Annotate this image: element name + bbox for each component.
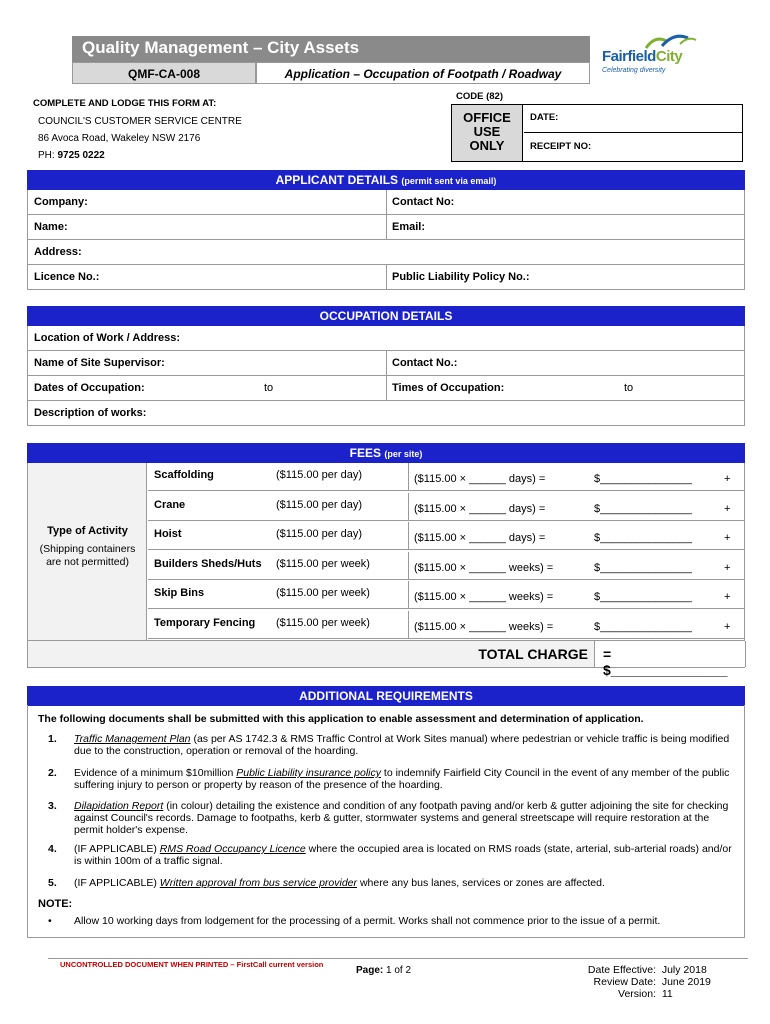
email-field[interactable]: Email: — [392, 221, 426, 233]
fee-plus: + — [724, 473, 731, 485]
requirement-description: where the occupied area is located on RMS roads (state, arterial, sub-arterial roads) and/or is within 100m of a traffic signal. — [74, 843, 732, 867]
office-label-1: OFFICE — [463, 110, 511, 125]
fee-row — [148, 522, 744, 550]
office-code: CODE (82) — [456, 91, 503, 102]
total-charge-row — [27, 641, 745, 678]
fee-row — [148, 611, 744, 639]
page-number — [356, 965, 411, 976]
description-field[interactable]: Description of works: — [34, 407, 147, 419]
page-title: Quality Management – City Assets — [72, 36, 590, 62]
requirement-text — [74, 877, 740, 889]
type-of-activity-note — [28, 543, 147, 569]
requirement-description: (in colour) detailing the existence and condition of any footpath paving and/or kerb & gutter adjoining the site for checking against Council's records. Damage to footpaths, kerb & gutter, stormwater systems and general streetscape will require restoration at the permit holder's expense. — [74, 800, 729, 836]
requirement-number: 3. — [48, 800, 57, 812]
times-to-label: to — [624, 382, 634, 394]
lodge-line-2: 86 Avoca Road, Wakeley NSW 2176 — [38, 133, 201, 144]
name-field[interactable]: Name: — [34, 221, 68, 233]
fee-calc-field[interactable]: ($115.00 × ______ days) = — [414, 502, 546, 515]
requirement-document-name: Dilapidation Report — [74, 800, 164, 812]
fee-column-divider — [408, 493, 409, 520]
requirement-prefix: (IF APPLICABLE) — [74, 843, 160, 855]
lodge-line-1: COUNCIL'S CUSTOMER SERVICE CENTRE — [38, 116, 242, 127]
logo-name: Fairfield — [602, 48, 656, 65]
office-date-field[interactable]: DATE: — [524, 105, 742, 133]
note-text: Allow 10 working days from lodgement for the processing of a permit. Works shall not commence prior to the issue of a permit. — [74, 915, 661, 927]
requirement-number: 5. — [48, 877, 57, 889]
fee-activity-name: Hoist — [154, 528, 182, 540]
review-value: June 2019 — [661, 976, 711, 988]
fee-row — [148, 552, 744, 580]
occupation-section-header: OCCUPATION DETAILS — [27, 306, 745, 326]
licence-field[interactable]: Licence No.: — [34, 271, 100, 283]
version-value: 11 — [661, 988, 673, 1000]
requirement-text — [74, 800, 740, 836]
effective-value: July 2018 — [661, 964, 707, 976]
fee-column-divider — [408, 581, 409, 608]
fee-activity-name: Skip Bins — [154, 587, 205, 599]
requirements-box — [27, 705, 745, 938]
applicant-row-licence — [27, 265, 745, 290]
fee-plus: + — [724, 502, 731, 515]
fee-column-divider — [408, 552, 409, 579]
note-bullet: • — [48, 915, 52, 927]
document-meta — [570, 964, 711, 1000]
effective-label: Date Effective: — [587, 964, 656, 976]
location-field[interactable]: Location of Work / Address: — [34, 332, 181, 344]
office-use-label — [452, 105, 523, 161]
office-label-2: USE — [473, 124, 501, 139]
fees-table — [27, 463, 745, 641]
form-code: QMF-CA-008 — [72, 62, 256, 84]
supervisor-field[interactable]: Name of Site Supervisor: — [34, 357, 165, 369]
fee-amount-field[interactable]: $_______________ — [594, 502, 692, 515]
fee-plus: + — [724, 532, 731, 544]
times-field[interactable]: Times of Occupation: — [392, 382, 505, 394]
version-label: Version: — [618, 988, 656, 1000]
requirement-prefix: (IF APPLICABLE) — [74, 877, 160, 889]
occupation-row-dates — [27, 376, 745, 401]
requirement-prefix: Evidence of a minimum $10million — [74, 767, 237, 779]
occupation-row-description — [27, 401, 745, 426]
fee-rate: ($115.00 per week) — [276, 557, 370, 570]
requirement-description: (as per AS 1742.3 & RMS Traffic Control at Work Sites manual) where pedestrian or vehicle traffic is being modified due to the construction, operation or removal of the hoarding. — [74, 733, 730, 757]
requirement-number: 1. — [48, 733, 57, 745]
occupation-row-supervisor — [27, 351, 745, 376]
fee-rate: ($115.00 per day) — [276, 469, 363, 481]
fee-plus: + — [724, 620, 731, 633]
fee-activity-name: Scaffolding — [154, 469, 214, 481]
fee-column-divider — [408, 522, 409, 549]
applicant-section-header — [27, 170, 745, 190]
uncontrolled-notice: UNCONTROLLED DOCUMENT WHEN PRINTED – FirstCall current version — [60, 960, 324, 969]
lodge-phone — [38, 150, 105, 161]
fee-activity-name: Temporary Fencing — [154, 616, 256, 629]
office-use-box — [451, 104, 743, 162]
office-receipt-field[interactable]: RECEIPT NO: — [530, 141, 592, 152]
fees-heading-note: (per site) — [384, 449, 423, 459]
fee-amount-field[interactable]: $_______________ — [594, 473, 692, 485]
fee-column-divider — [408, 463, 409, 490]
applicant-heading-note: (permit sent via email) — [401, 176, 497, 186]
requirement-text — [74, 767, 740, 791]
fee-rate: ($115.00 per week) — [276, 587, 370, 599]
total-charge-field[interactable]: = $_______________ — [594, 641, 746, 667]
applicant-row-name — [27, 215, 745, 240]
form-title: Application – Occupation of Footpath / Roadway — [256, 62, 590, 84]
requirement-text — [74, 843, 740, 867]
fee-calc-field[interactable]: ($115.00 × ______ weeks) = — [414, 620, 554, 633]
applicant-heading: APPLICANT DETAILS — [275, 173, 399, 187]
total-charge-label: TOTAL CHARGE — [478, 646, 588, 662]
note-label: NOTE: — [38, 898, 73, 910]
requirements-intro: The following documents shall be submitted with this application to enable assessment and determination of application. — [38, 713, 644, 725]
liability-field[interactable]: Public Liability Policy No.: — [392, 271, 530, 283]
occupation-row-location — [27, 326, 745, 351]
type-of-activity-cell — [28, 463, 147, 640]
type-note-line-2: are not permitted) — [46, 556, 129, 568]
lodge-heading: COMPLETE AND LODGE THIS FORM AT: — [33, 98, 217, 109]
fee-amount-field[interactable]: $_______________ — [594, 532, 692, 544]
review-label: Review Date: — [593, 976, 656, 988]
page-label: Page: — [356, 965, 384, 976]
requirement-text — [74, 733, 740, 757]
fee-calc-field[interactable]: ($115.00 × ______ weeks) = — [414, 591, 554, 603]
contact-field[interactable]: Contact No: — [392, 196, 455, 208]
fee-amount-field[interactable]: $_______________ — [594, 561, 692, 574]
requirement-document-name: Public Liability insurance policy — [236, 767, 381, 779]
supervisor-contact-field[interactable]: Contact No.: — [392, 357, 458, 369]
fee-plus: + — [724, 561, 731, 574]
requirements-section-header: ADDITIONAL REQUIREMENTS — [27, 686, 745, 706]
type-of-activity-title: Type of Activity — [47, 525, 128, 537]
company-field[interactable]: Company: — [34, 196, 88, 208]
requirement-description: to indemnify Fairfield City Council in the event of any member of the public suffering injury to person or property by reason of the presence of the hoarding. — [74, 767, 730, 791]
fee-row — [148, 581, 744, 609]
dates-field[interactable]: Dates of Occupation: — [34, 382, 145, 394]
fee-plus: + — [724, 591, 731, 603]
fee-calc-field[interactable]: ($115.00 × ______ days) = — [414, 473, 546, 485]
requirement-document-name: Written approval from bus service provider — [159, 877, 358, 889]
page-value: 1 of 2 — [386, 965, 412, 976]
phone-label: PH: — [38, 150, 55, 161]
requirement-document-name: Traffic Management Plan — [74, 733, 191, 745]
fee-row — [148, 493, 744, 521]
fee-column-divider — [408, 611, 409, 638]
office-label-3: ONLY — [469, 138, 505, 153]
fee-calc-field[interactable]: ($115.00 × ______ days) = — [414, 532, 546, 544]
footer-divider — [48, 958, 748, 959]
phone-number: 9725 0222 — [57, 150, 105, 161]
type-note-line-1: (Shipping containers — [39, 543, 136, 555]
dates-to-label: to — [264, 382, 274, 394]
address-field[interactable]: Address: — [34, 246, 82, 258]
logo-tagline: Celebrating diversity — [602, 67, 666, 74]
requirement-number: 4. — [48, 843, 57, 855]
applicant-row-address — [27, 240, 745, 265]
requirement-description: where any bus lanes, services or zones are affected. — [357, 877, 605, 889]
fee-activity-name: Builders Sheds/Huts — [154, 557, 262, 570]
fee-calc-field[interactable]: ($115.00 × ______ weeks) = — [414, 561, 554, 574]
logo-city: City — [655, 48, 683, 65]
applicant-row-company — [27, 190, 745, 215]
fee-activity-name: Crane — [154, 498, 186, 511]
fairfield-city-logo — [596, 30, 706, 82]
fee-amount-field[interactable]: $_______________ — [594, 620, 692, 633]
fees-heading: FEES — [349, 446, 381, 460]
fee-row — [148, 463, 744, 491]
fees-section-header — [27, 443, 745, 463]
requirement-number: 2. — [48, 767, 57, 779]
fee-rate: ($115.00 per day) — [276, 528, 363, 540]
fee-amount-field[interactable]: $_______________ — [594, 591, 692, 603]
fee-rate: ($115.00 per week) — [276, 616, 370, 629]
fee-rate: ($115.00 per day) — [276, 498, 363, 511]
requirement-document-name: RMS Road Occupancy Licence — [159, 843, 306, 855]
